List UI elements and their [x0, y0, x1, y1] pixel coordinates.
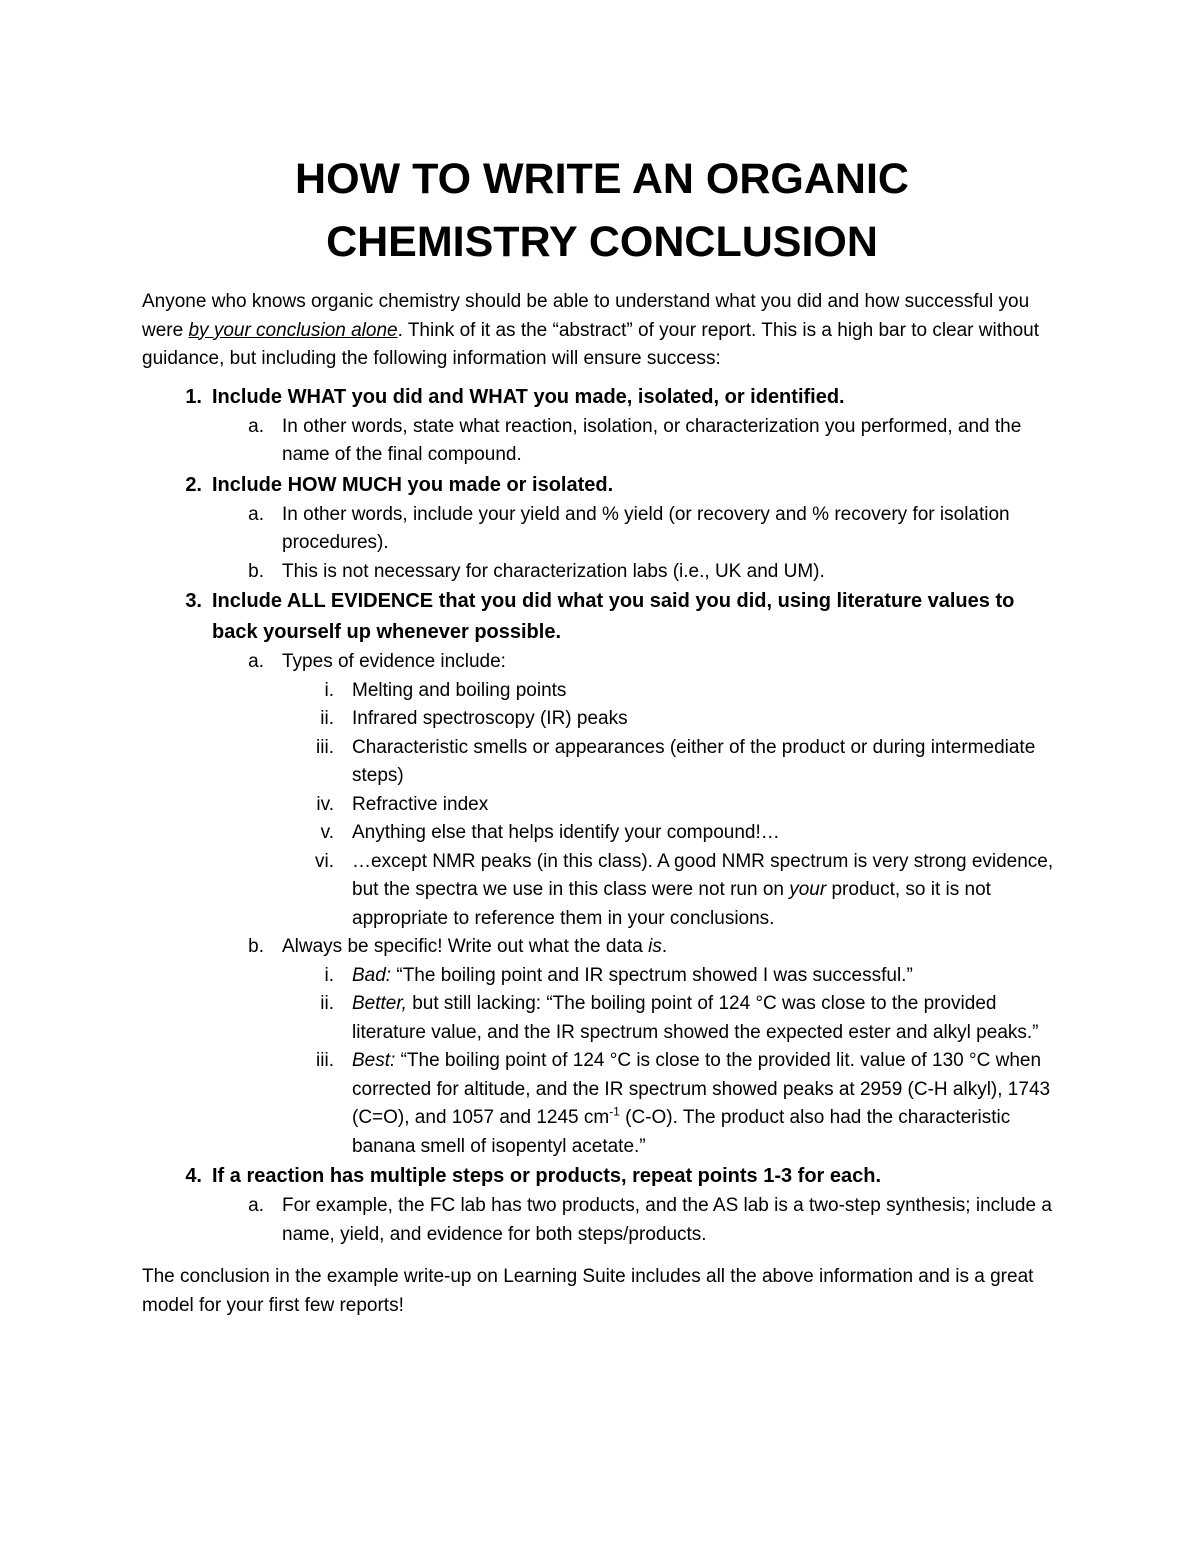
- evidence-item: [282, 677, 1062, 706]
- evidence-text: Melting and boiling points: [352, 679, 567, 701]
- evidence-item: [282, 734, 1062, 791]
- sub-item: [212, 933, 1062, 1161]
- evidence-item: [282, 848, 1062, 934]
- sub-text: In other words, state what reaction, isolation, or characterization you performed, and the name of the final compound.: [282, 415, 1022, 465]
- closing-paragraph: The conclusion in the example write-up on Learning Suite includes all the above information and is a great model for your first few reports!: [142, 1266, 1034, 1316]
- sub-item: [212, 1192, 1062, 1249]
- sub-list: [212, 1192, 1062, 1249]
- sub-text: Types of evidence include:: [282, 651, 506, 672]
- evidence-text: Refractive index: [352, 793, 489, 815]
- document-page: [142, 148, 1062, 1320]
- example-text: “The boiling point of 124 °C is close to the provided lit. value of 130 °C when corrected for altitude, and the IR spectrum showed peaks at 2959 (C-H alkyl), 1743 (C=O), and 1057 and 1245 cm: [352, 1050, 1051, 1128]
- sub-marker: a.: [248, 503, 264, 525]
- point-number: 3.: [185, 590, 202, 612]
- evidence-text: Infrared spectroscopy (IR) peaks: [352, 708, 628, 729]
- roman-marker: v.: [320, 822, 334, 843]
- sub-text-after: .: [661, 936, 668, 957]
- evidence-item: [282, 819, 1062, 848]
- page-title: [142, 148, 1062, 274]
- example-text: “The boiling point and IR spectrum showed I was successful.”: [391, 964, 913, 986]
- roman-marker: iii.: [316, 1050, 334, 1071]
- superscript: -1: [609, 1104, 620, 1119]
- evidence-text-after: product, so it is not appropriate to reference them in your conclusions.: [352, 879, 991, 929]
- sub-list: [212, 648, 1062, 1161]
- roman-marker: iii.: [316, 736, 334, 758]
- example-label: Best:: [352, 1050, 396, 1071]
- sub-marker: a.: [248, 1195, 264, 1216]
- intro-text-before: Anyone who knows organic chemistry should be able to understand what you did and how successful you were: [142, 291, 1030, 341]
- example-item: [282, 1047, 1062, 1161]
- roman-marker: ii.: [320, 993, 334, 1014]
- example-label: Bad:: [352, 964, 392, 986]
- sub-text: This is not necessary for characterization labs (i.e., UK and UM).: [282, 560, 825, 582]
- title-line-1: HOW TO WRITE AN ORGANIC: [295, 155, 909, 203]
- sub-text: For example, the FC lab has two products, and the AS lab is a two-step synthesis; include a name, yield, and evidence for both steps/products.: [282, 1195, 1052, 1245]
- sub-list: [212, 413, 1062, 470]
- point-heading: Include ALL EVIDENCE that you did what you said you did, using literature values to back yourself up whenever possible.: [212, 590, 1015, 643]
- title-line-2: CHEMISTRY CONCLUSION: [326, 218, 878, 266]
- point-1: [142, 382, 1062, 470]
- sub-marker: a.: [248, 651, 264, 672]
- evidence-item: [282, 705, 1062, 734]
- sub-list: [212, 501, 1062, 587]
- example-label: Better,: [352, 993, 407, 1014]
- main-points-list: [142, 382, 1062, 1250]
- point-number: 1.: [185, 385, 202, 408]
- sub-text-before: Always be specific! Write out what the data: [282, 936, 649, 957]
- sub-emphasis: is: [648, 936, 662, 957]
- point-heading: Include WHAT you did and WHAT you made, isolated, or identified.: [212, 385, 845, 408]
- roman-marker: i.: [324, 679, 334, 701]
- evidence-item: [282, 791, 1062, 820]
- sub-marker: b.: [248, 560, 264, 582]
- example-item: [282, 962, 1062, 991]
- sub-item: [212, 558, 1062, 587]
- point-4: [142, 1161, 1062, 1249]
- evidence-emphasis: your: [789, 879, 827, 900]
- sub-item: [212, 648, 1062, 933]
- evidence-text: Anything else that helps identify your compound!…: [352, 822, 780, 843]
- evidence-text-before: …except NMR peaks (in this class). A good NMR spectrum is very strong evidence, but the spectra we use in this class were not run on: [352, 850, 1054, 900]
- intro-paragraph: [142, 288, 1062, 374]
- point-number: 4.: [185, 1165, 202, 1187]
- roman-marker: ii.: [320, 708, 334, 729]
- sub-item: [212, 501, 1062, 558]
- roman-marker: vi.: [315, 850, 334, 872]
- example-text-after: (C-O). The product also had the characteristic banana smell of isopentyl acetate.”: [352, 1107, 1011, 1157]
- point-number: 2.: [185, 473, 202, 496]
- sub-marker: a.: [248, 415, 264, 437]
- examples-list: [282, 962, 1062, 1162]
- sub-item: [212, 413, 1062, 470]
- point-heading: If a reaction has multiple steps or products, repeat points 1-3 for each.: [212, 1165, 882, 1187]
- point-3: [142, 586, 1062, 1161]
- evidence-text: Characteristic smells or appearances (either of the product or during intermediate steps): [352, 736, 1036, 786]
- example-item: [282, 990, 1062, 1047]
- intro-text-after: . Think of it as the “abstract” of your report. This is a high bar to clear without guidance, but including the following information will ensure success:: [142, 319, 1039, 369]
- example-text: but still lacking: “The boiling point of 124 °C was close to the provided literature value, and the IR spectrum showed the expected ester and alkyl peaks.”: [352, 993, 1039, 1043]
- roman-marker: i.: [324, 964, 334, 986]
- roman-marker: iv.: [316, 793, 334, 815]
- point-2: [142, 470, 1062, 587]
- sub-text: In other words, include your yield and % yield (or recovery and % recovery for isolation procedures).: [282, 503, 1010, 553]
- intro-emphasis: by your conclusion alone: [188, 319, 398, 341]
- evidence-types-list: [282, 677, 1062, 934]
- point-heading: Include HOW MUCH you made or isolated.: [212, 473, 614, 496]
- sub-marker: b.: [248, 936, 264, 957]
